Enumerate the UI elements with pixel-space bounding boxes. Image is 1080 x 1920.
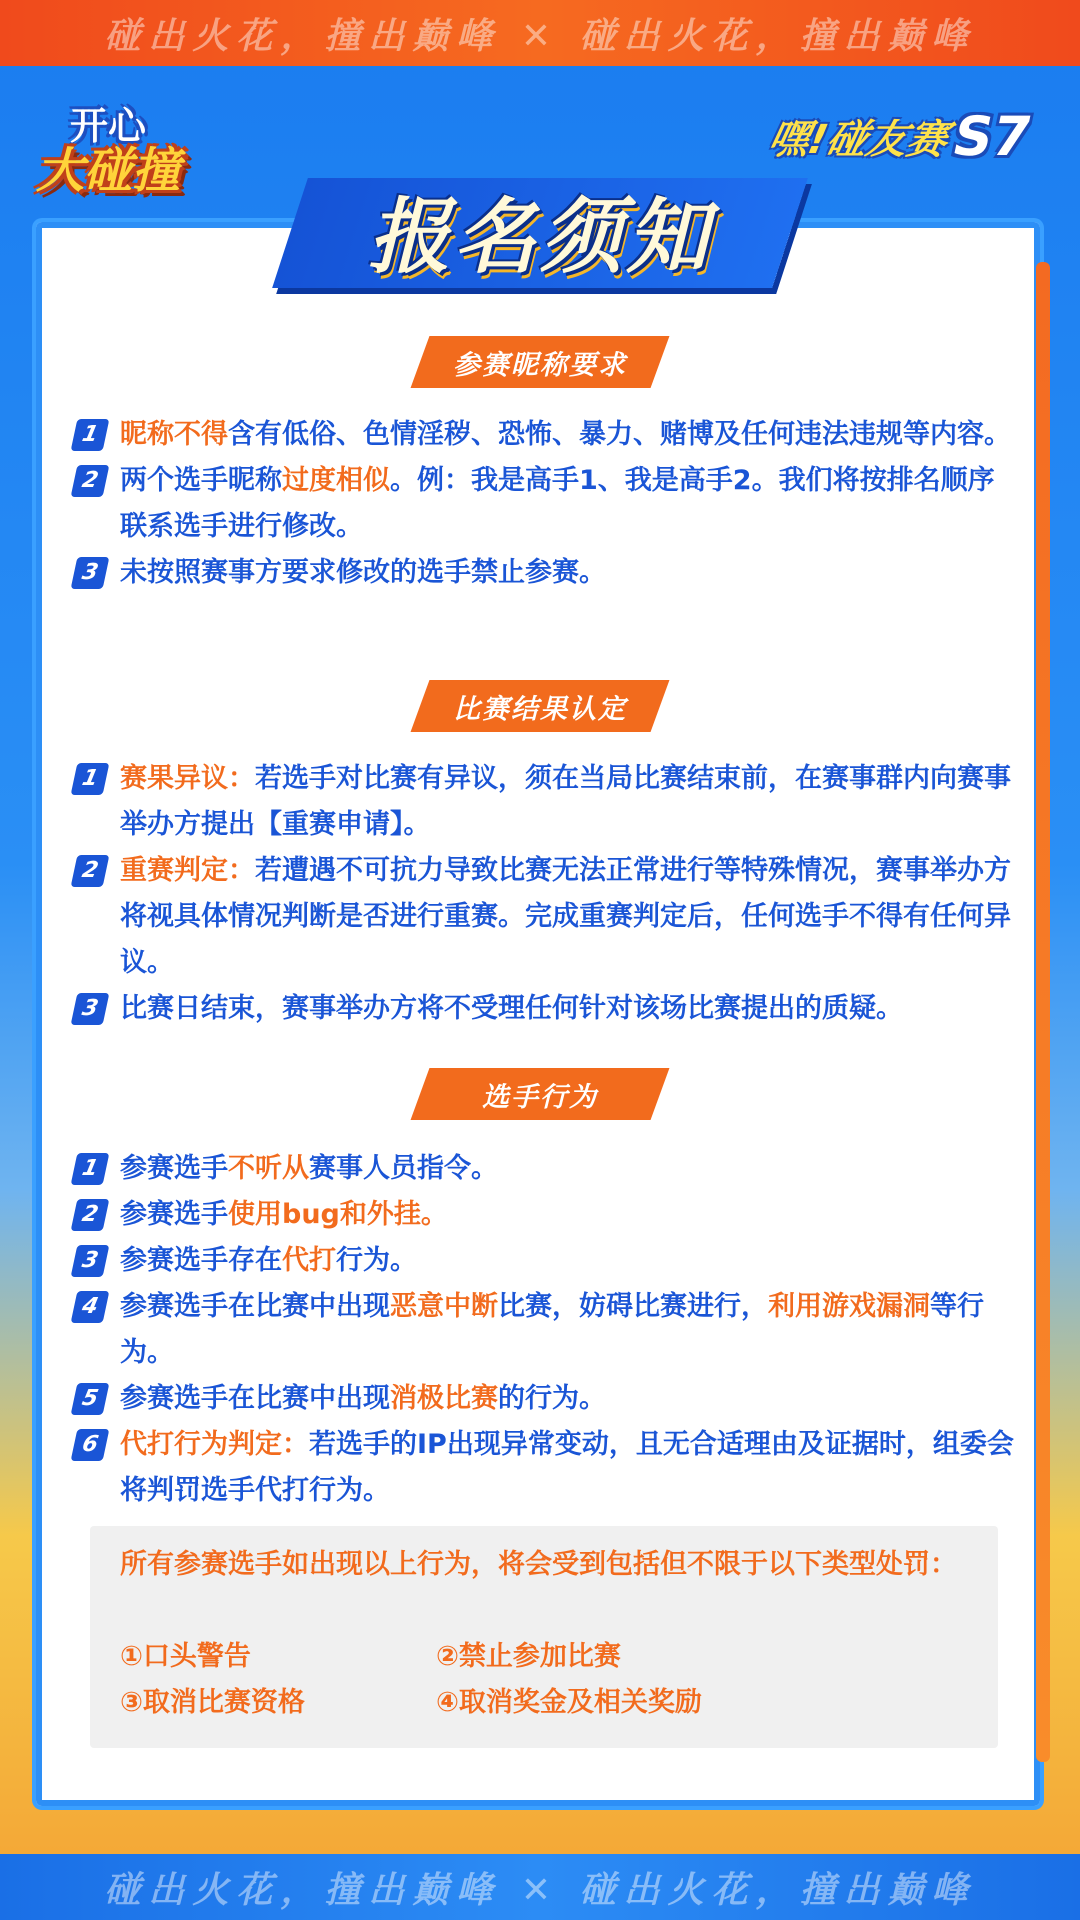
list-item [72, 848, 1016, 986]
item-text: 等行为。 [120, 1291, 984, 1368]
item-text: 的行为。 [498, 1383, 606, 1414]
event-name: 嘿!碰友赛 [764, 116, 953, 163]
section-title-result: 比赛结果认定 [420, 680, 660, 732]
highlight-text: 过度相似 [282, 465, 390, 496]
game-logo [28, 92, 188, 212]
section-list-result [72, 756, 1016, 1032]
list-item [72, 1146, 1016, 1192]
penalty-note [90, 1526, 998, 1748]
list-item [72, 412, 1016, 458]
item-text: 未按照赛事方要求修改的选手禁止参赛。 [120, 557, 606, 588]
section-list-behavior [72, 1146, 1016, 1514]
item-text: 行为。 [336, 1245, 417, 1276]
item-text: 含有低俗、色情淫秽、恐怖、暴力、赌博及任何违法违规等内容。 [228, 419, 1011, 450]
list-item [72, 1376, 1016, 1422]
item-text: 参赛选手存在 [120, 1245, 282, 1276]
section-list-nickname [72, 412, 1016, 596]
list-item [72, 458, 1016, 550]
penalty-item: ③取消比赛资格 [120, 1687, 305, 1718]
highlight-text: 不听从 [228, 1153, 309, 1184]
item-text: 参赛选手 [120, 1199, 228, 1230]
highlight-text: 恶意中断 [390, 1291, 498, 1322]
highlight-text: 消极比赛 [390, 1383, 498, 1414]
highlight-text: 昵称不得 [120, 419, 228, 450]
item-text: 两个选手昵称 [120, 465, 282, 496]
number-badge-icon: 1 [71, 419, 110, 451]
logo-line1: 开心 [69, 103, 146, 148]
section-title-nickname: 参赛昵称要求 [420, 336, 660, 388]
item-text: 参赛选手在比赛中出现 [120, 1291, 390, 1322]
item-text: 参赛选手在比赛中出现 [120, 1383, 390, 1414]
item-text: 比赛日结束，赛事举办方将不受理任何针对该场比赛提出的质疑。 [120, 993, 903, 1024]
list-item [72, 1284, 1016, 1376]
penalty-item: ②禁止参加比赛 [436, 1641, 621, 1672]
number-badge-icon: 3 [71, 993, 110, 1025]
highlight-text: 代打行为判定： [120, 1429, 309, 1460]
event-season: S7 [947, 104, 1038, 168]
list-item [72, 756, 1016, 848]
list-item [72, 550, 1016, 596]
highlight-text: 代打 [282, 1245, 336, 1276]
item-text: 赛事人员指令。 [309, 1153, 498, 1184]
number-badge-icon: 3 [71, 557, 110, 589]
number-badge-icon: 1 [71, 1153, 110, 1185]
number-badge-icon: 4 [71, 1291, 110, 1323]
item-text: 若选手的IP出现异常变动，且无合适理由及证据时，组委会将判罚选手代打行为。 [120, 1429, 1014, 1506]
penalty-item: ①口头警告 [120, 1641, 251, 1672]
item-text: 比赛，妨碍比赛进行， [498, 1291, 768, 1322]
highlight-text: 利用游戏漏洞 [768, 1291, 930, 1322]
event-brand [731, 96, 1068, 176]
number-badge-icon: 3 [71, 1245, 110, 1277]
number-badge-icon: 1 [71, 763, 110, 795]
item-text: 若选手对比赛有异议，须在当局比赛结束前，在赛事群内向赛事举办方提出【重赛申请】。 [120, 763, 1011, 840]
item-text: 。例：我是高手1、我是高手2。我们将按排名顺序联系选手进行修改。 [120, 465, 995, 542]
number-badge-icon: 5 [71, 1383, 110, 1415]
top-banner: 碰出火花，撞出巅峰 ✕ 碰出火花，撞出巅峰 [0, 0, 1080, 66]
highlight-text: 赛果异议： [120, 763, 255, 794]
highlight-text: 使用bug和外挂。 [228, 1199, 448, 1230]
highlight-text: 重赛判定： [120, 855, 255, 886]
penalty-grid [120, 1634, 980, 1726]
page-title: 报名须知 [368, 189, 712, 285]
list-item [72, 1192, 1016, 1238]
bottom-banner: 碰出火花，撞出巅峰 ✕ 碰出火花，撞出巅峰 [0, 1854, 1080, 1920]
list-item [72, 1422, 1016, 1514]
number-badge-icon: 2 [71, 1199, 110, 1231]
item-text: 参赛选手 [120, 1153, 228, 1184]
number-badge-icon: 2 [71, 465, 110, 497]
number-badge-icon: 6 [71, 1429, 110, 1461]
section-title-behavior: 选手行为 [420, 1068, 660, 1120]
penalty-item: ④取消奖金及相关奖励 [436, 1687, 702, 1718]
list-item [72, 1238, 1016, 1284]
item-text: 若遭遇不可抗力导致比赛无法正常进行等特殊情况，赛事举办方将视具体情况判断是否进行重赛。完成重赛判定后，任何选手不得有任何异议。 [120, 855, 1011, 978]
number-badge-icon: 2 [71, 855, 110, 887]
penalty-note-text: 所有参赛选手如出现以上行为，将会受到包括但不限于以下类型处罚： [120, 1549, 957, 1580]
logo-line2: 大碰撞 [35, 142, 180, 199]
list-item [72, 986, 1016, 1032]
